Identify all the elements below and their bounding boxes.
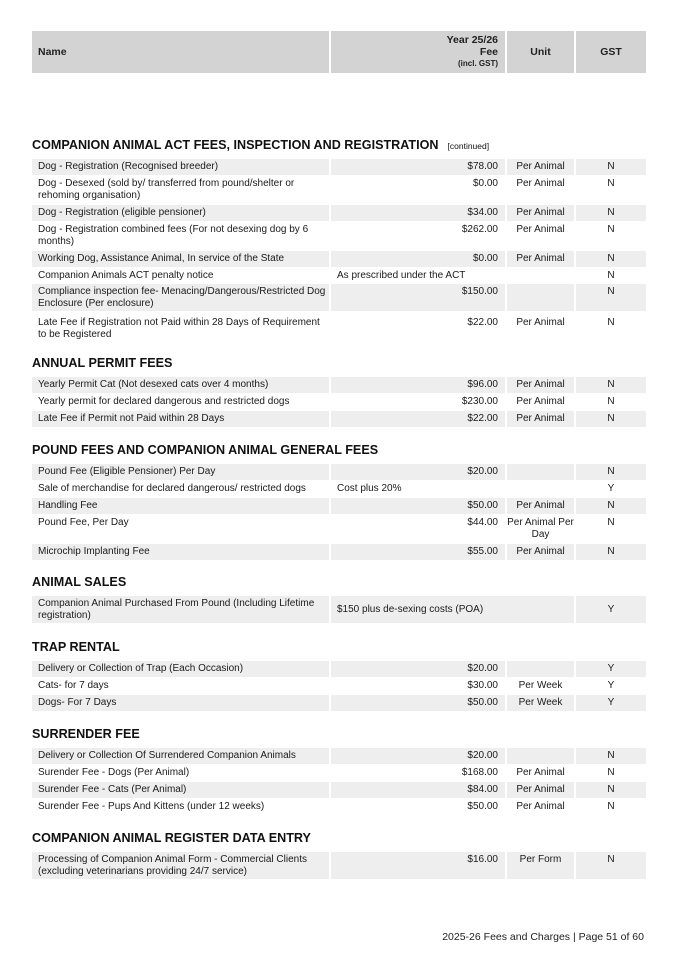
- cell-name: Cats- for 7 days: [38, 680, 109, 691]
- section-title: [32, 571, 126, 589]
- table-row: [32, 222, 646, 248]
- cell-name: Dog - Desexed (sold by/ transferred from pound/shelter or rehoming organisation): [38, 178, 295, 201]
- table-row: [32, 176, 646, 202]
- cell-fee: $30.00: [467, 680, 498, 691]
- cell-gst: N: [576, 498, 646, 514]
- cell-unit: Per Week: [507, 695, 574, 711]
- cell-name: Companion Animal Purchased From Pound (Including Lifetime registration): [32, 596, 329, 623]
- cell-unit: Per Animal: [507, 377, 574, 393]
- section-title: [32, 636, 120, 654]
- section-title: [32, 439, 378, 457]
- cell-gst: N: [576, 748, 646, 764]
- section-title-text: COMPANION ANIMAL ACT FEES, INSPECTION AND REGISTRATION: [32, 138, 439, 152]
- cell-gst: Y: [607, 483, 615, 494]
- cell-unit: Per Animal: [507, 251, 574, 267]
- cell-fee: $20.00: [331, 661, 505, 677]
- cell-fee: $22.00: [331, 411, 505, 427]
- table-row: [32, 284, 646, 310]
- cell-name: Sale of merchandise for declared dangerous/ restricted dogs: [38, 483, 306, 494]
- cell-gst: N: [607, 224, 615, 235]
- cell-gst: N: [607, 396, 615, 407]
- cell-fee: As prescribed under the ACT: [337, 270, 466, 281]
- cell-unit: Per Animal: [516, 767, 565, 778]
- cell-name: Compliance inspection fee- Menacing/Dangerous/Restricted Dog Enclosure (Per enclosure): [32, 284, 329, 311]
- section-title-text: COMPANION ANIMAL REGISTER DATA ENTRY: [32, 831, 311, 845]
- cell-fee: $262.00: [461, 224, 498, 235]
- cell-unit: Per Animal: [507, 782, 574, 798]
- header-fee: [331, 31, 505, 73]
- table-row: [32, 678, 646, 691]
- cell-name: Yearly permit for declared dangerous and restricted dogs: [38, 396, 290, 407]
- section-title-text: ANNUAL PERMIT FEES: [32, 356, 173, 370]
- cell-gst: Y: [607, 680, 615, 691]
- cell-gst: Y: [576, 661, 646, 677]
- table-row: [32, 251, 646, 264]
- table-row: [32, 544, 646, 557]
- cell-fee: $150 plus de-sexing costs (POA): [331, 596, 574, 623]
- table-row: [32, 799, 646, 812]
- cell-gst: Y: [576, 596, 646, 623]
- cell-name: Delivery or Collection of Trap (Each Occasion): [32, 661, 329, 677]
- cell-name: Dog - Registration (Recognised breeder): [32, 159, 329, 175]
- cell-name: Dogs- For 7 Days: [32, 695, 329, 711]
- table-row: [32, 661, 646, 674]
- cell-fee: $20.00: [331, 464, 505, 480]
- cell-fee: $16.00: [331, 852, 505, 879]
- table-row: [32, 596, 646, 622]
- cell-name: Surender Fee - Dogs (Per Animal): [38, 767, 190, 778]
- cell-gst: Y: [576, 695, 646, 711]
- cell-unit: Per Animal Per Day: [507, 517, 574, 540]
- cell-gst: N: [576, 852, 646, 879]
- cell-unit: Per Animal: [507, 159, 574, 175]
- cell-name: Dog - Registration combined fees (For not desexing dog by 6 months): [38, 224, 309, 247]
- table-row: [32, 695, 646, 708]
- section-title: [32, 723, 140, 741]
- table-row: [32, 394, 646, 407]
- cell-gst: N: [607, 178, 615, 189]
- section-title: [32, 352, 172, 370]
- cell-gst: N: [576, 544, 646, 560]
- cell-gst: N: [607, 767, 615, 778]
- table-row: [32, 205, 646, 218]
- cell-gst: N: [607, 517, 615, 528]
- table-row: [32, 498, 646, 511]
- section-title-text: SURRENDER FEE: [32, 727, 140, 741]
- cell-name: Microchip Implanting Fee: [32, 544, 329, 560]
- cell-unit: Per Week: [518, 680, 563, 691]
- table-row: [32, 315, 646, 341]
- cell-name: Pound Fee, Per Day: [38, 517, 129, 528]
- cell-fee: $96.00: [331, 377, 505, 393]
- section-title-text: TRAP RENTAL: [32, 640, 120, 654]
- cell-name: Working Dog, Assistance Animal, In service of the State: [32, 251, 329, 267]
- cell-unit: Per Animal: [516, 224, 565, 235]
- cell-fee: $50.00: [331, 498, 505, 514]
- cell-fee: $150.00: [331, 284, 505, 311]
- cell-unit: Per Form: [507, 852, 574, 879]
- page-footer: 2025-26 Fees and Charges | Page 51 of 60: [442, 931, 644, 943]
- cell-unit: [507, 464, 574, 480]
- cell-fee: $34.00: [331, 205, 505, 221]
- cell-name: Dog - Registration (eligible pensioner): [32, 205, 329, 221]
- cell-fee: $0.00: [472, 178, 498, 189]
- cell-fee: $50.00: [467, 801, 498, 812]
- cell-unit: Per Animal: [516, 396, 565, 407]
- table-row: [32, 765, 646, 778]
- header-unit: Unit: [507, 31, 574, 73]
- header-fee-label: Fee: [479, 46, 498, 58]
- table-row: [32, 464, 646, 477]
- cell-gst: N: [607, 270, 615, 281]
- table-row: [32, 159, 646, 172]
- cell-name: Handling Fee: [32, 498, 329, 514]
- cell-name: Late Fee if Registration not Paid within 28 Days of Requirement to be Registered: [38, 317, 320, 340]
- cell-unit: Per Animal: [507, 205, 574, 221]
- cell-name: Surender Fee - Cats (Per Animal): [32, 782, 329, 798]
- cell-fee: $44.00: [467, 517, 498, 528]
- table-row: [32, 852, 646, 878]
- header-fee-year: Year 25/26: [446, 34, 498, 46]
- cell-gst: N: [576, 284, 646, 311]
- cell-fee: $20.00: [331, 748, 505, 764]
- table-row: [32, 268, 646, 281]
- cell-unit: [507, 284, 574, 311]
- cell-fee: $22.00: [467, 317, 498, 328]
- cell-gst: N: [607, 801, 615, 812]
- table-row: [32, 748, 646, 761]
- cell-gst: N: [576, 411, 646, 427]
- section-title-text: ANIMAL SALES: [32, 575, 127, 589]
- table-row: [32, 515, 646, 541]
- header-gst: GST: [576, 31, 646, 73]
- fees-table: [32, 31, 644, 877]
- table-header: [32, 31, 644, 73]
- cell-gst: N: [576, 782, 646, 798]
- table-row: [32, 782, 646, 795]
- cell-name: Pound Fee (Eligible Pensioner) Per Day: [32, 464, 329, 480]
- cell-fee: $168.00: [461, 767, 498, 778]
- cell-name: Processing of Companion Animal Form - Commercial Clients (excluding veterinarians providing 24/7 service): [32, 852, 329, 879]
- cell-gst: N: [576, 159, 646, 175]
- section-title: [32, 827, 311, 845]
- cell-fee: $230.00: [461, 396, 498, 407]
- cell-unit: [507, 661, 574, 677]
- cell-unit: Per Animal: [507, 544, 574, 560]
- cell-unit: Per Animal: [507, 411, 574, 427]
- section-continued-note: [continued]: [447, 141, 490, 151]
- cell-unit: [507, 748, 574, 764]
- cell-name: Late Fee if Permit not Paid within 28 Days: [32, 411, 329, 427]
- section-title-text: POUND FEES AND COMPANION ANIMAL GENERAL FEES: [32, 443, 379, 457]
- cell-gst: N: [576, 205, 646, 221]
- cell-unit: Per Animal: [516, 178, 565, 189]
- cell-gst: N: [607, 317, 615, 328]
- cell-name: Surender Fee - Pups And Kittens (under 12 weeks): [38, 801, 265, 812]
- cell-fee: $50.00: [331, 695, 505, 711]
- cell-fee: $55.00: [331, 544, 505, 560]
- header-name: Name: [32, 31, 329, 73]
- cell-fee: $78.00: [331, 159, 505, 175]
- cell-name: Companion Animals ACT penalty notice: [38, 270, 214, 281]
- cell-unit: Per Animal: [516, 317, 565, 328]
- cell-name: Delivery or Collection Of Surrendered Companion Animals: [32, 748, 329, 764]
- cell-fee: Cost plus 20%: [337, 483, 402, 494]
- table-row: [32, 377, 646, 390]
- cell-name: Yearly Permit Cat (Not desexed cats over 4 months): [32, 377, 329, 393]
- cell-unit: Per Animal: [507, 498, 574, 514]
- cell-gst: N: [576, 377, 646, 393]
- table-row: [32, 411, 646, 424]
- cell-fee: $84.00: [331, 782, 505, 798]
- cell-fee: $0.00: [331, 251, 505, 267]
- cell-gst: N: [576, 464, 646, 480]
- header-fee-note: (incl. GST): [458, 59, 498, 68]
- cell-gst: N: [576, 251, 646, 267]
- section-title: [32, 134, 489, 152]
- cell-unit: Per Animal: [516, 801, 565, 812]
